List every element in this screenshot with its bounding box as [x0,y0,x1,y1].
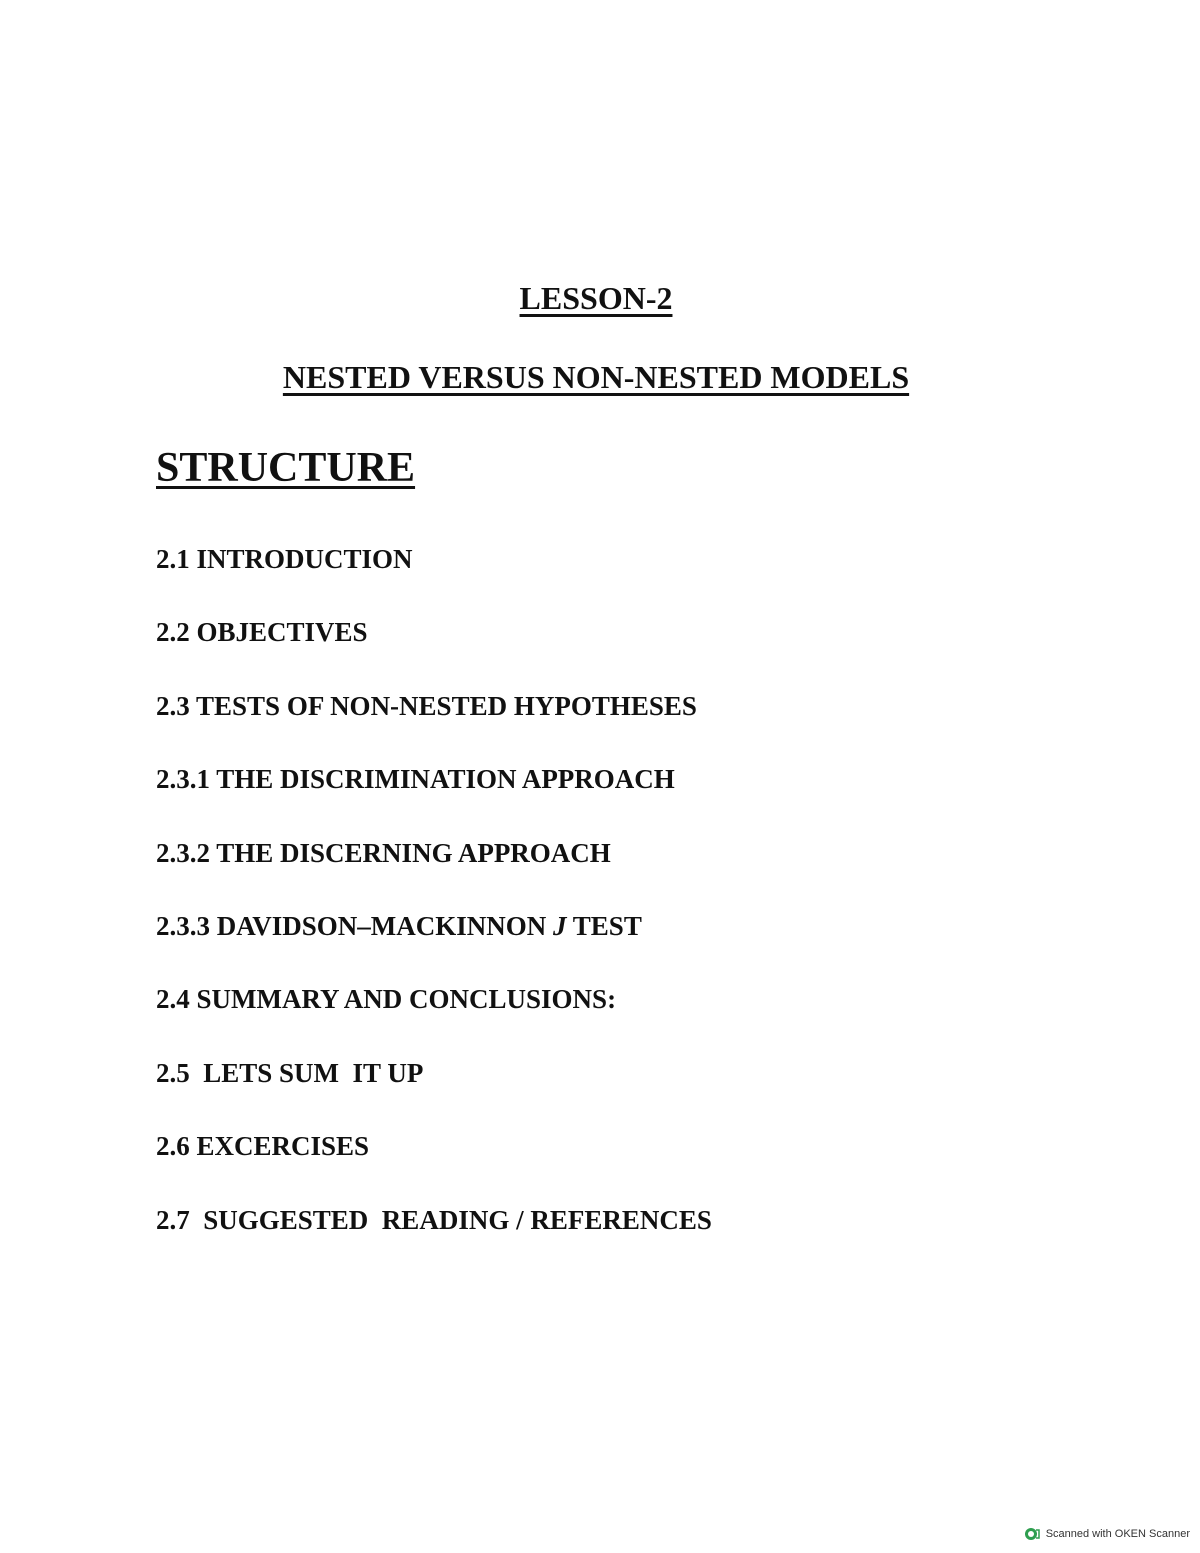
toc-item-2-2: 2.2 OBJECTIVES [156,617,368,648]
toc-item-2-5: 2.5 LETS SUM IT UP [156,1057,424,1088]
toc-item-2-3-3-prefix: 2.3.3 DAVIDSON–MACKINNON [156,910,554,941]
toc-item-2-4: 2.4 SUMMARY AND CONCLUSIONS: [156,984,617,1015]
main-title: NESTED VERSUS NON-NESTED MODELS [282,359,910,395]
scanner-logo-icon [1024,1526,1040,1542]
scanner-watermark-text: Scanned with OKEN Scanner [1045,1528,1190,1540]
toc-item-2-3-2: 2.3.2 THE DISCERNING APPROACH [156,837,611,868]
toc-item-2-3-3-suffix: TEST [566,910,642,941]
toc-item-2-3: 2.3 TESTS OF NON-NESTED HYPOTHESES [156,690,697,721]
table-of-contents [156,541,712,1275]
lesson-title: LESSON-2 [519,280,673,316]
toc-item-2-6: 2.6 EXCERCISES [156,1131,370,1162]
structure-heading: STRUCTURE [156,445,416,491]
toc-item-2-3-3-italic-j: J [553,910,567,941]
toc-item-2-3-3 [156,908,712,981]
toc-item-2-7: 2.7 SUGGESTED READING / REFERENCES [156,1204,712,1235]
toc-item-2-1: 2.1 INTRODUCTION [156,544,413,574]
toc-item-2-3-1: 2.3.1 THE DISCRIMINATION APPROACH [156,764,675,795]
scanner-watermark [1024,1526,1190,1542]
